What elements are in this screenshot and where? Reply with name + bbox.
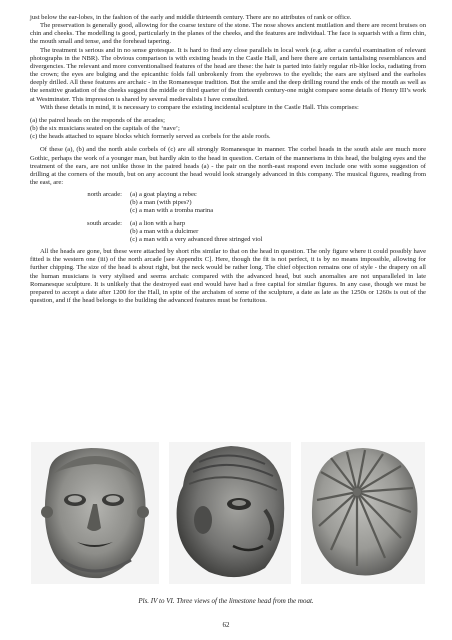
list-item: (c) a man with a tromba marina bbox=[130, 207, 214, 215]
figure-caption: Pls. IV to VI. Three views of the limestone head from the moat. bbox=[138, 597, 314, 605]
list-item: (a) a lion with a harp bbox=[130, 219, 186, 227]
sculpture-list bbox=[30, 117, 426, 141]
list-item: (a) the paired heads on the responds of the arcades; bbox=[30, 116, 165, 124]
list-item: (c) a man with a very advanced three stringed viol bbox=[130, 235, 263, 243]
stone-head-front-photo bbox=[31, 442, 159, 584]
paragraph: The preservation is generally good, allowing for the coarse texture of the stone. The nose shows ancient mutilation and there are recent bruises on chin and cheeks. The modelling is good, particularly in the planes of the cheeks, and the features are individual. The face is squarish with a firm chin, the mouth small and tense, and the forehead tapering. bbox=[30, 22, 426, 46]
south-arcade-list bbox=[30, 220, 426, 244]
list-item: (b) a man with a dulcimer bbox=[130, 227, 199, 235]
list-item: (b) a man (with pipes?) bbox=[130, 199, 192, 207]
north-arcade-label: north arcade: bbox=[87, 191, 122, 199]
paragraph: just below the ear-lobes, in the fashion of the early and middle thirteenth century. There are no attributes of rank or office. bbox=[30, 14, 352, 21]
document-body bbox=[30, 14, 426, 305]
north-arcade-list bbox=[30, 191, 426, 215]
list-item: (c) the heads attached to square blocks which formerly served as corbels for the aisle roofs. bbox=[30, 133, 271, 141]
paragraph: With these details in mind, it is necessary to compare the existing incidental sculpture in the Castle Hall. This comprises: bbox=[40, 103, 359, 111]
photo-plates bbox=[31, 442, 425, 586]
stone-head-profile-photo bbox=[169, 442, 291, 584]
paragraph: All the heads are gone, but these were attached by short ribs similar to that on the head in question. The only figure where it could possibly have fitted is the western one (iii) of the north arcade [see Appendix C]. Here, though the fit is not perfect, it is by no means impossible, allowing for further chipping. The size of the head is about right, but the neck would be rather long. The chief objection remains one of style - the drapery on all the human musicians is very stylised and seems archaic compared with the advanced head, but such anomalies are not unparalleled in late Romanesque sculpture. It is unlikely that the destroyed east end would have had a free capital for similar figures. In any case, though we must be prepared to accept a date after 1200 for the Hall, in spite of the archaism of some of the sculpture, a date as late as the 1250s or 1260s is out of the question, and if the head belongs to the building the advanced features must be fortuitous. bbox=[30, 248, 426, 304]
list-item: (a) a goat playing a rebec bbox=[130, 191, 197, 199]
south-arcade-label: south arcade: bbox=[87, 219, 122, 227]
paragraph: The treatment is serious and in no sense grotesque. It is hard to find any close parallels in local work (e.g. after a careful examination of relevant photographs in the NBR). The obvious comparison is with existing heads in the Castle Hall, and here there are certain tantalising resemblances and divergencies. The relevant and more conventionalised features of the head are these: the hair is parted into fairly regular rib-like locks, radiating from the crown; the eyes are bulging and the epicanthic folds fall unbrokenly from the eyebrows to the eyelids; the ears are stylised and the earholes deeply drilled. All these features are archaic - in the Romanesque tradition. But the smile and the deep drilling round the ends of the mouth as well as the sensitive gradation of the cheeks suggest the middle or third quarter of the thirteenth century-one might compare some details of Henry III’s work at Westminster. This impression is shared by several medievalists I have consulted. bbox=[30, 46, 426, 103]
list-item: (b) the six musicians seated on the capitals of the ‘nave’; bbox=[30, 125, 180, 133]
paragraph: Of these (a), (b) and the north aisle corbels of (c) are all strongly Romanesque in manner. The corbel heads in the south aisle are much more Gothic, perhaps the work of a younger man, but hardly akin to the head in question. Certain of the mannerisms in this head, the bulging eyes and the treatment of the ears, are not unlike those in the paired heads (a) - the pair on the north-east respond even include one with some suggestion of drilling at the corners of the mouth, but on any account the head would look strangely advanced in this company. The musical figures, reading from the east, are: bbox=[30, 146, 426, 186]
page-number: 62 bbox=[222, 621, 230, 629]
stone-head-crown-photo bbox=[301, 442, 425, 584]
